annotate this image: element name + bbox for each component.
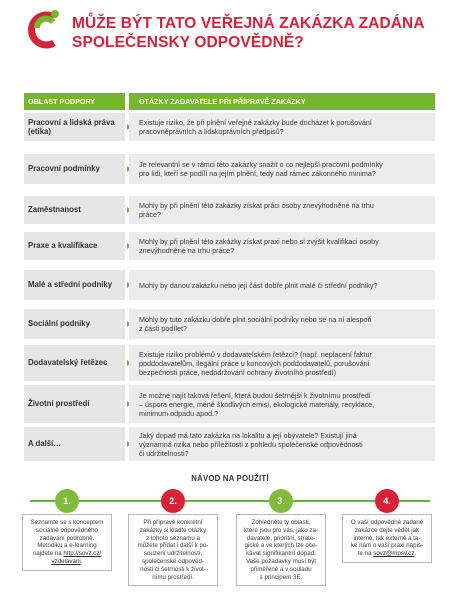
table-row <box>24 113 435 141</box>
row-question <box>129 427 435 461</box>
page-title <box>72 14 442 52</box>
steps-timeline <box>30 500 430 502</box>
row-question <box>129 309 435 339</box>
row-question-text: Mohly by při plnění této zakázky získat práci osoby znevýhodněné na trhu práce? <box>139 201 374 219</box>
table-row <box>24 309 435 339</box>
step-text-end: . <box>414 550 417 558</box>
table-row <box>24 154 435 184</box>
row-area-label: Praxe a kvalifikace <box>28 241 98 251</box>
row-area <box>24 113 125 141</box>
table-row <box>24 270 435 300</box>
step-text-end: . <box>80 557 83 565</box>
row-area-label: Životní prostředí <box>28 399 90 409</box>
header-questions: OTÁZKY ZADAVATELE PŘI PŘÍPRAVĚ ZAKÁZKY <box>129 93 435 110</box>
page-title-line-1: MŮŽE BÝT TATO VEŘEJNÁ ZAKÁZKA ZADÁNA <box>72 15 425 32</box>
row-question-text: Existuje riziko, že při plnění veřejné zakázky bude docházet k porušování pracovněprávních a lidskoprávních předpisů? <box>139 118 372 136</box>
row-question <box>129 270 435 300</box>
step-text: Seznamte se s konceptem sociálně odpovědného zadávání podrobně. Metodiku a e-learning najdete na <box>30 519 104 558</box>
row-area <box>24 427 125 461</box>
row-area-label: Pracovní podmínky <box>28 164 100 174</box>
row-question-text: Mohly by tuto zakázku dobře plnit sociální podniky nebo se na ní alespoň z části podílet? <box>139 315 372 333</box>
step-box-2 <box>128 514 218 586</box>
step-box-4 <box>342 514 432 563</box>
row-area-label: Sociální podniky <box>28 319 90 329</box>
row-question-text: Jaký dopad má tato zakázka na lokalitu a její obyvatele? Existují jiná významná rizika nebo příležitosti z pohledu společenské odpovědnosti či udržitelnosti? <box>139 430 363 458</box>
step-text: Při přípravě konkrétní zakázky si kladte otázky z tohoto seznamu a můžete přidat i další k po- souzení udržitelnosti, společenské odpověd- nosti či šetrnosti k život- nímu prostředí. <box>137 519 209 581</box>
header-support-area: OBLAST PODPORY <box>24 93 125 110</box>
table-row <box>24 196 435 224</box>
row-question-text: Je relevantní se v rámci této zakázky snažit o co nejlepší pracovní podmínky pro lidi, kteří se podílí na jejím plnění, tedy nad rámec zákonného minima? <box>139 160 383 178</box>
row-question-text: Mohly by danou zakázku nebo její část dobře plnit malé či střední podniky? <box>139 280 378 290</box>
row-question <box>129 154 435 184</box>
page-title-line-2: SPOLEČENSKY ODPOVĚDNĚ? <box>72 34 304 51</box>
row-area-label: A další… <box>28 439 62 449</box>
table-row <box>24 385 435 423</box>
row-area <box>24 309 125 339</box>
row-question-text: Je možné najít taková řešení, která budou šetrnější k životnímu prostředí – úspora energie, méně škodlivých emisí, ekologické materiály, recyklace, minimum odpadu apod.? <box>139 390 375 418</box>
table-row <box>24 427 435 461</box>
step-number-3: 3. <box>269 489 293 513</box>
row-area-label: Pracovní a lidská práva (etika) <box>28 117 115 136</box>
table-header <box>24 93 435 110</box>
row-question-text: Existuje riziko problémů v dodavatelském řetězci? (např. neplacení faktur poddodavatelům, ilegální práce u koncových poddodavatelů, porušování bezpečnosti práce, nedodržování ochrany životního prostředí) <box>139 349 372 377</box>
row-area <box>24 270 125 300</box>
row-question <box>129 113 435 141</box>
row-area-label: Zaměstnanost <box>28 205 81 215</box>
row-area <box>24 154 125 184</box>
email-link[interactable]: sovz@mpsv.cz <box>373 550 415 558</box>
logo-icon <box>24 8 64 52</box>
row-area-label: Dodavatelský řetězec <box>28 358 108 368</box>
row-area <box>24 345 125 381</box>
row-question <box>129 345 435 381</box>
row-question <box>129 385 435 423</box>
row-area-label: Malé a střední podniky <box>28 280 113 290</box>
howto-title: NÁVOD NA POUŽITÍ <box>191 474 269 483</box>
row-area <box>24 196 125 224</box>
step-text: O vaší odpovědné zadané zakázce dejte vědět jak interně, tak externě a ta- ké nám o vaší praxi napiš- te na <box>350 519 424 558</box>
step-number-2: 2. <box>161 489 185 513</box>
table-row <box>24 232 435 260</box>
step-box-3 <box>236 514 326 586</box>
row-question <box>129 232 435 260</box>
step-box-1 <box>22 514 112 571</box>
row-area <box>24 232 125 260</box>
step-number-1: 1. <box>55 489 79 513</box>
step-text: Zohledněte ty oblasti, které jsou pro vás, jako za- davatele, prioritní, strate- gické a ve kterých lze oče- kávat signifikantní dopad. Vaše požadavky musí být přiměřené a v souladu s principem 3E. <box>244 519 318 581</box>
row-question <box>129 196 435 224</box>
table-row <box>24 345 435 381</box>
row-area <box>24 385 125 423</box>
row-question-text: Mohly by při plnění této zakázky získat praxi nebo si zvýšit kvalifikaci osoby znevýhodněné na trhu práce? <box>139 237 379 255</box>
methodology-link[interactable]: http://sovz.cz/ vzdelavani <box>51 550 102 565</box>
step-number-4: 4. <box>375 489 399 513</box>
